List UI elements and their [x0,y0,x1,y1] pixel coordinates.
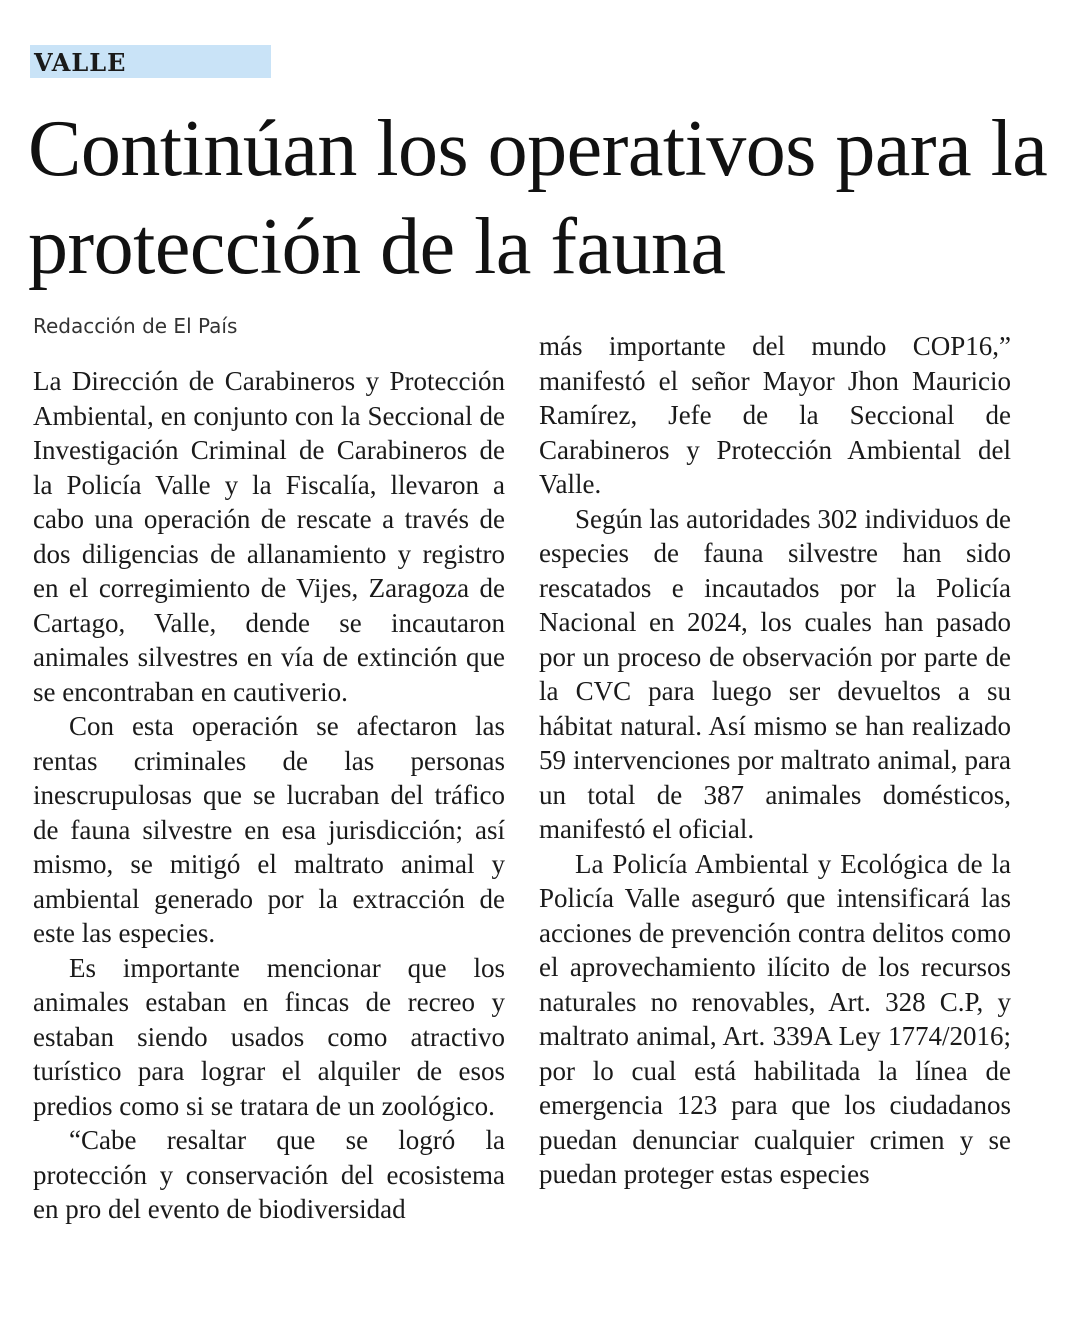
article-column-left [33,364,505,1227]
article-byline: Redacción de El País [33,314,238,338]
paragraph: “Cabe resaltar que se logró la protección y conservación del ecosistema en pro del evento de biodiversidad [33,1125,505,1224]
paragraph: La Dirección de Carabineros y Protección Ambiental, en conjunto con la Seccional de Investigación Criminal de Carabineros de la Policía Valle y la Fiscalía, llevaron a cabo una operación de rescate a través de dos diligencias de allanamiento y registro en el corregimiento de Vijes, Zaragoza de Cartago, Valle, dende se incautaron animales silvestres en vía de extinción que se encontraban en cautiverio. [33,366,505,707]
article-column-right [539,329,1011,1192]
paragraph: más importante del mundo COP16,” manifestó el señor Mayor Jhon Mauricio Ramírez, Jefe de la Seccional de Carabineros y Protección Ambiental del Valle. [539,331,1011,499]
paragraph: Según las autoridades 302 individuos de especies de fauna silvestre han sido rescatados e incautados por la Policía Nacional en 2024, los cuales han pasado por un proceso de observación por parte de la CVC para luego ser devueltos a su hábitat natural. Así mismo se han realizado 59 intervenciones por maltrato animal, para un total de 387 animales domésticos, manifestó el oficial. [539,503,1011,844]
paragraph: La Policía Ambiental y Ecológica de la Policía Valle aseguró que intensificará las acciones de prevención contra delitos como el aprovechamiento ilícito de los recursos naturales no renovables, Art. 328 C.P, y maltrato animal, Art. 339A Ley 1774/2016; por lo cual está habilitada la línea de emergencia 123 para que los ciudadanos puedan denunciar cualquier crimen y se puedan proteger estas especies [539,848,1011,1189]
paragraph: Con esta operación se afectaron las rentas criminales de las personas inescrupulosas que se lucraban del tráfico de fauna silvestre en esa jurisdicción; así mismo, se mitigó el maltrato animal y ambiental generado por la extracción de este las especies. [33,711,505,948]
section-label: VALLE [30,45,271,78]
article-headline: Continúan los operativos para la protección de la fauna [28,105,1048,291]
paragraph: Es importante mencionar que los animales estaban en fincas de recreo y estaban siendo usados como atractivo turístico para lograr el alquiler de esos predios como si se tratara de un zoológico. [33,952,505,1121]
